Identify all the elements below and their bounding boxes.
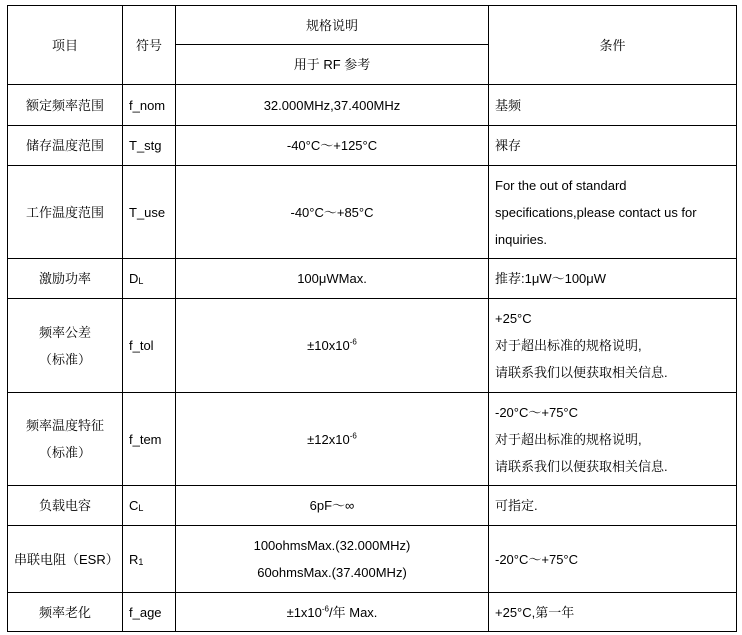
- row-condition: [489, 299, 737, 393]
- row-value: -40°C～+125°C: [176, 126, 489, 166]
- table-row: [8, 593, 737, 632]
- row-item: 激励功率: [8, 259, 123, 299]
- header-row: [8, 6, 737, 45]
- row-value: [176, 526, 489, 593]
- table-row: [8, 393, 737, 486]
- condition-line: -20°C～+75°C: [495, 404, 579, 420]
- value-exponent: -6: [321, 604, 330, 614]
- header-spec: 规格说明: [176, 6, 489, 45]
- condition-line: inquiries.: [495, 231, 548, 247]
- row-condition: 可指定.: [489, 486, 737, 526]
- row-item: 频率老化: [8, 593, 123, 632]
- row-symbol: f_age: [123, 593, 176, 632]
- table-row: [8, 259, 737, 299]
- item-line: （标准）: [38, 445, 91, 460]
- item-line: 频率温度特征: [25, 418, 104, 433]
- condition-line: 请联系我们以便获取相关信息.: [495, 458, 668, 474]
- condition-line: For the out of standard: [495, 177, 627, 193]
- symbol-subscript: L: [138, 276, 144, 286]
- symbol-subscript: L: [138, 503, 144, 513]
- row-value: 32.000MHz,37.400MHz: [176, 85, 489, 126]
- condition-line: +25°C: [495, 311, 532, 326]
- row-symbol: T_use: [123, 166, 176, 259]
- table-row: [8, 85, 737, 126]
- value-exponent: -6: [349, 337, 357, 347]
- row-condition: 裸存: [489, 126, 737, 166]
- table-row: [8, 166, 737, 259]
- row-symbol: f_tol: [123, 299, 176, 393]
- row-value: [176, 393, 489, 486]
- header-symbol: 符号: [123, 6, 176, 85]
- symbol-main: D: [129, 271, 139, 286]
- item-line: （标准）: [38, 351, 91, 367]
- condition-line: 请联系我们以便获取相关信息.: [495, 365, 668, 380]
- value-line: 100ohmsMax.(32.000MHz): [253, 538, 411, 553]
- header-spec-sub: 用于 RF 参考: [176, 45, 489, 85]
- header-condition: 条件: [489, 6, 737, 85]
- row-value: -40°C～+85°C: [176, 166, 489, 259]
- row-item: 负载电容: [8, 486, 123, 526]
- row-item: 额定频率范围: [8, 85, 123, 126]
- row-condition: [489, 393, 737, 486]
- table-row: [8, 299, 737, 393]
- condition-line: 对于超出标准的规格说明,: [495, 431, 642, 447]
- row-condition: 推荐:1μW～100μW: [489, 259, 737, 299]
- row-item: 储存温度范围: [8, 126, 123, 166]
- row-value: [176, 299, 489, 393]
- row-symbol: [123, 259, 176, 299]
- row-item: [8, 393, 123, 486]
- value-line: 60ohmsMax.(37.400MHz): [257, 565, 407, 580]
- row-symbol: [123, 526, 176, 593]
- header-item: 项目: [8, 6, 123, 85]
- value-exponent: -6: [349, 431, 357, 441]
- item-line: 频率公差: [38, 324, 91, 340]
- row-item: 工作温度范围: [8, 166, 123, 259]
- value-base: ±12x10: [307, 431, 350, 447]
- table-row: [8, 486, 737, 526]
- row-value: [176, 593, 489, 632]
- row-condition: [489, 166, 737, 259]
- value-base: ±1x10: [286, 604, 322, 620]
- row-condition: -20°C～+75°C: [489, 526, 737, 593]
- row-item: [8, 299, 123, 393]
- row-symbol: [123, 486, 176, 526]
- row-symbol: T_stg: [123, 126, 176, 166]
- row-condition: +25°C,第一年: [489, 593, 737, 632]
- row-symbol: f_tem: [123, 393, 176, 486]
- symbol-main: R: [129, 551, 139, 567]
- value-suffix: /年 Max.: [329, 604, 378, 620]
- row-item: 串联电阻（ESR）: [8, 526, 123, 593]
- symbol-subscript: 1: [138, 556, 144, 567]
- row-condition: 基频: [489, 85, 737, 126]
- value-base: ±10x10: [307, 338, 350, 353]
- symbol-main: C: [129, 498, 139, 513]
- row-value: 100μWMax.: [176, 259, 489, 299]
- table-row: [8, 526, 737, 593]
- row-value: 6pF～∞: [176, 486, 489, 526]
- spec-table: [7, 5, 737, 632]
- condition-line: 对于超出标准的规格说明,: [495, 338, 642, 353]
- condition-line: specifications,please contact us for: [495, 204, 697, 220]
- table-row: [8, 126, 737, 166]
- row-symbol: f_nom: [123, 85, 176, 126]
